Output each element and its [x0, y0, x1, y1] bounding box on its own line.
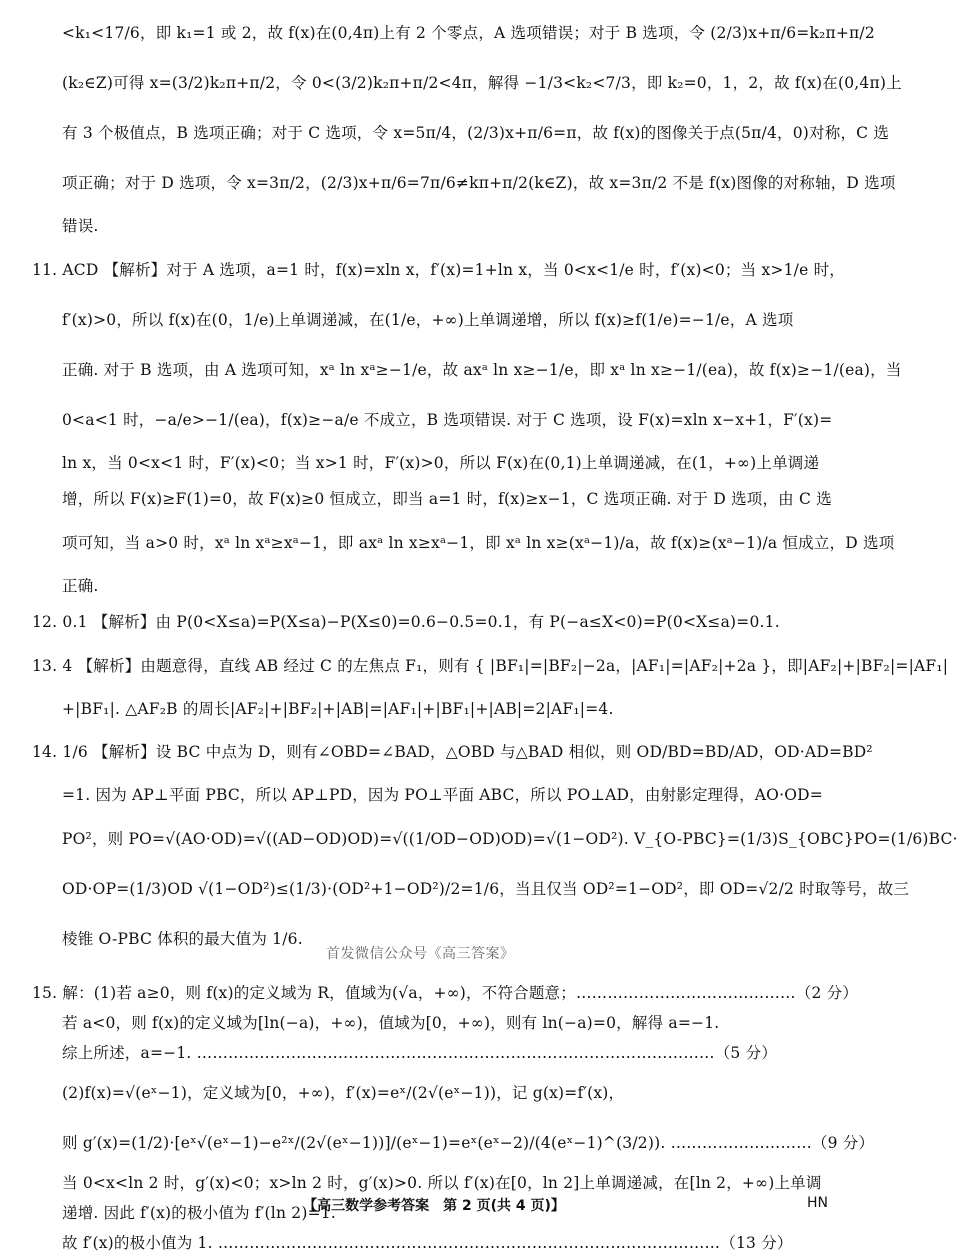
text-line: 棱锥 O-PBC 体积的最大值为 1/6. — [62, 929, 303, 948]
page-footer: 【高三数学参考答案 第 2 页(共 4 页)】 — [303, 1198, 565, 1214]
text-line: 错误. — [62, 217, 99, 235]
text-line: 当 0<x<ln 2 时，g′(x)<0；x>ln 2 时，g′(x)>0. 所以 f′(x)在[0，ln 2]上单调递减，在[ln 2，+∞)上单调 — [62, 1173, 822, 1192]
text-line: (k₂∈Z)可得 x=(3/2)k₂π+π/2，令 0<(3/2)k₂π+π/2<4π，解得 −1/3<k₂<7/3，即 k₂=0，1，2，故 f(x)在(0,4π)上 — [62, 74, 902, 92]
text-line: <k₁<17/6，即 k₁=1 或 2，故 f(x)在(0,4π)上有 2 个零点，A 选项错误；对于 B 选项，令 (2/3)x+π/6=k₂π+π/2 — [62, 24, 875, 42]
text-line: 综上所述，a=−1. ………………………………………………………………………………………（5 分） — [62, 1043, 778, 1062]
text-line: 有 3 个极值点，B 选项正确；对于 C 选项，令 x=5π/4，(2/3)x+π/6=π，故 f(x)的图像关于点(5π/4，0)对称，C 选 — [62, 124, 890, 142]
text-line: f′(x)>0，所以 f(x)在(0，1/e)上单调递减，在(1/e，+∞)上单调递增，所以 f(x)≥f(1/e)=−1/e，A 选项 — [62, 310, 794, 329]
solution-text — [32, 0, 958, 1258]
question-12-heading: 12. 0.1 【解析】由 P(0<X≤a)=P(X≤a)−P(X≤0)=0.6−0.5=0.1，有 P(−a≤X<0)=P(0<X≤a)=0.1. — [32, 613, 780, 631]
text-line: 项可知，当 a>0 时，xᵃ ln xᵃ≥xᵃ−1，即 axᵃ ln x≥xᵃ−1，即 xᵃ ln x≥(xᵃ−1)/a，故 f(x)≥(xᵃ−1)/a 恒成立，D 选项 — [62, 533, 895, 552]
question-13-heading: 13. 4 【解析】由题意得，直线 AB 经过 C 的左焦点 F₁，则有 { |BF₁|=|BF₂|−2a，|AF₁|=|AF₂|+2a }，即|AF₂|+|BF₂|=|AF₁| — [32, 656, 949, 675]
question-11-heading: 11. ACD 【解析】对于 A 选项，a=1 时，f(x)=xln x，f′(x)=1+ln x，当 0<x<1/e 时，f′(x)<0；当 x>1/e 时， — [32, 260, 845, 279]
text-line: +|BF₁|. △AF₂B 的周长|AF₂|+|BF₂|+|AB|=|AF₁|+|BF₁|+|AB|=2|AF₁|=4. — [62, 699, 614, 718]
text-line: 递增. 因此 f′(x)的极小值为 f′(ln 2)=1. — [62, 1203, 336, 1222]
text-line: ln x，当 0<x<1 时，F′(x)<0；当 x>1 时，F′(x)>0，所以 F(x)在(0,1)上单调递减，在(1，+∞)上单调递 — [62, 453, 820, 472]
text-line: 0<a<1 时，−a/e>−1/(ea)，f(x)≥−a/e 不成立，B 选项错误. 对于 C 选项，设 F(x)=xln x−x+1，F′(x)= — [62, 410, 833, 429]
text-line: PO²，则 PO=√(AO·OD)=√((AD−OD)OD)=√((1/OD−OD)OD)=√(1−OD²). V_{O-PBC}=(1/3)S_{OBC}PO=(1/6)BC· — [62, 829, 958, 848]
text-line: 则 g′(x)=(1/2)·[eˣ√(eˣ−1)−e²ˣ/(2√(eˣ−1))]/(eˣ−1)=eˣ(eˣ−2)/(4(eˣ−1)^(3/2)). ………………………（9 分） — [62, 1133, 875, 1152]
watermark-text: 首发微信公众号《高三答案》 — [326, 946, 515, 962]
question-15-heading: 15. 解：(1)若 a≥0，则 f(x)的定义域为 R，值域为(√a，+∞)，不符合题意；……………………………………（2 分） — [32, 983, 859, 1002]
text-line: 项正确；对于 D 选项，令 x=3π/2，(2/3)x+π/6=7π/6≠kπ+π/2(k∈Z)，故 x=3π/2 不是 f(x)图像的对称轴，D 选项 — [62, 174, 896, 192]
text-line: OD·OP=(1/3)OD √(1−OD²)≤(1/3)·(OD²+1−OD²)/2=1/6，当且仅当 OD²=1−OD²，即 OD=√2/2 时取等号，故三 — [62, 879, 910, 898]
text-line: 正确. — [62, 576, 99, 595]
text-line: =1. 因为 AP⊥平面 PBC，所以 AP⊥PD，因为 PO⊥平面 ABC，所以 PO⊥AD，由射影定理得，AO·OD= — [62, 786, 823, 804]
text-line: 正确. 对于 B 选项，由 A 选项可知，xᵃ ln xᵃ≥−1/e，故 axᵃ ln x≥−1/e，即 xᵃ ln x≥−1/(ea)，故 f(x)≥−1/(ea)，当 — [62, 360, 902, 379]
text-line: 故 f′(x)的极小值为 1. ……………………………………………………………………………………（13 分） — [62, 1233, 793, 1252]
question-14-heading: 14. 1/6 【解析】设 BC 中点为 D，则有∠OBD=∠BAD，△OBD 与△BAD 相似，则 OD/BD=BD/AD，OD·AD=BD² — [32, 743, 873, 761]
text-line: 增，所以 F(x)≥F(1)=0，故 F(x)≥0 恒成立，即当 a=1 时，f(x)≥x−1，C 选项正确. 对于 D 选项，由 C 选 — [62, 490, 832, 508]
text-line: 若 a<0，则 f(x)的定义域为[ln(−a)，+∞)，值域为[0，+∞)，则有 ln(−a)=0，解得 a=−1. — [62, 1013, 720, 1032]
text-line: (2)f(x)=√(eˣ−1)，定义域为[0，+∞)，f′(x)=eˣ/(2√(eˣ−1))，记 g(x)=f′(x)， — [62, 1083, 625, 1102]
footer-code: HN — [807, 1195, 828, 1211]
